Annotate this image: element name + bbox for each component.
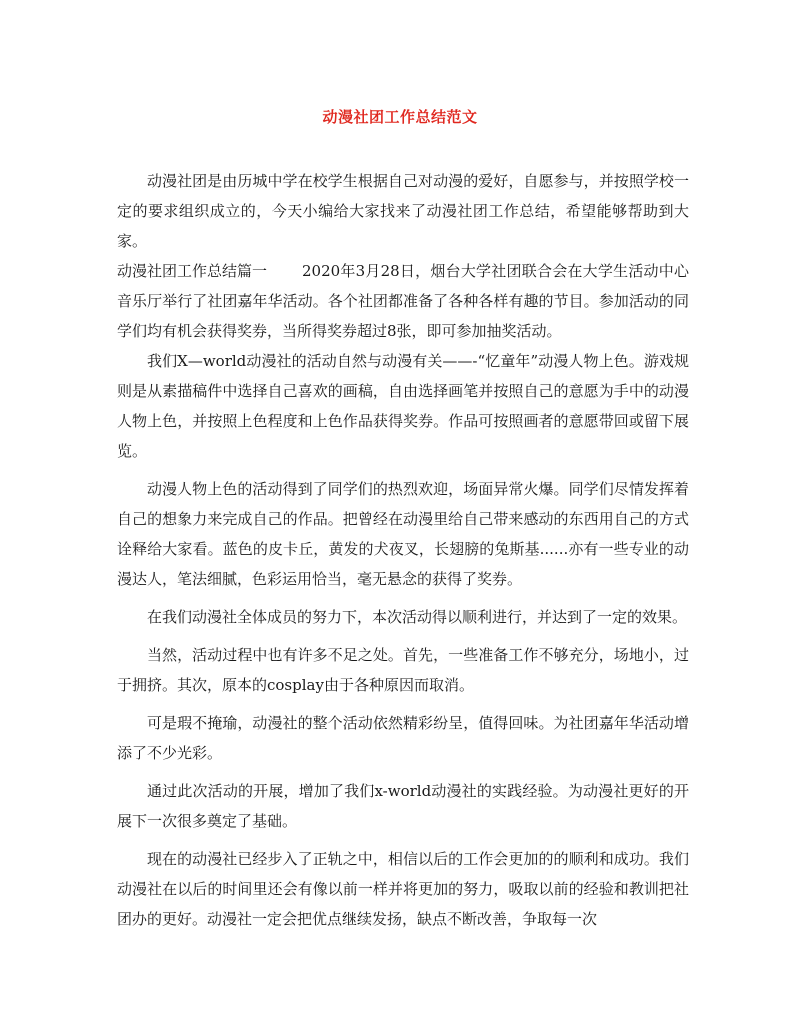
paragraph-reception: 动漫人物上色的活动得到了同学们的热烈欢迎，场面异常火爆。同学们尽情发挥着自己的想象力来完成自己的作品。把曾经在动漫里给自己带来感动的东西用自己的方式诠释给大家看。蓝色的皮卡丘，黄发的犬夜叉，长翅膀的兔斯基......亦有一些专业的动漫达人，笔法细腻，色彩运用恰当，毫无悬念的获得了奖券。	[117, 480, 689, 588]
paragraph-result: 在我们动漫社全体成员的努力下，本次活动得以顺利进行，并达到了一定的效果。	[147, 608, 688, 626]
document-body	[117, 166, 689, 934]
section-one-text: 2020年3月28日，烟台大学社团联合会在大学生活动中心音乐厅举行了社团嘉年华活动。各个社团都准备了各种各样有趣的节目。参加活动的同学们均有机会获得奖券，当所得奖券超过8张，即可参加抽奖活动。	[117, 262, 689, 340]
paragraph-activity: 我们X—world动漫社的活动自然与动漫有关——-“忆童年”动漫人物上色。游戏规则是从素描稿件中选择自己喜欢的画稿，自由选择画笔并按照自己的意愿为手中的动漫人物上色，并按照上色程度和上色作品获得奖券。作品可按照画者的意愿带回或留下展览。	[117, 352, 689, 460]
paragraph-experience: 通过此次活动的开展，增加了我们x-world动漫社的实践经验。为动漫社更好的开展下一次很多奠定了基础。	[117, 782, 689, 830]
paragraph-future: 现在的动漫社已经步入了正轨之中，相信以后的工作会更加的的顺利和成功。我们动漫社在以后的时间里还会有像以前一样并将更加的努力，吸取以前的经验和教训把社团办的更好。动漫社一定会把优点继续发扬，缺点不断改善，争取每一次	[117, 850, 689, 928]
section-heading: 动漫社团工作总结篇一	[117, 262, 268, 280]
paragraph-shortcomings: 当然，活动过程中也有许多不足之处。首先，一些准备工作不够充分，场地小，过于拥挤。其次，原本的cosplay由于各种原因而取消。	[117, 646, 689, 694]
paragraph-intro: 动漫社团是由历城中学在校学生根据自己对动漫的爱好，自愿参与，并按照学校一定的要求组织成立的，今天小编给大家找来了动漫社团工作总结，希望能够帮助到大家。	[117, 172, 689, 250]
paragraph-highlights: 可是瑕不掩瑜，动漫社的整个活动依然精彩纷呈，值得回味。为社团嘉年华活动增添了不少光彩。	[117, 714, 689, 762]
paragraph-section-one	[117, 256, 689, 346]
document-title: 动漫社团工作总结范文	[322, 108, 478, 126]
